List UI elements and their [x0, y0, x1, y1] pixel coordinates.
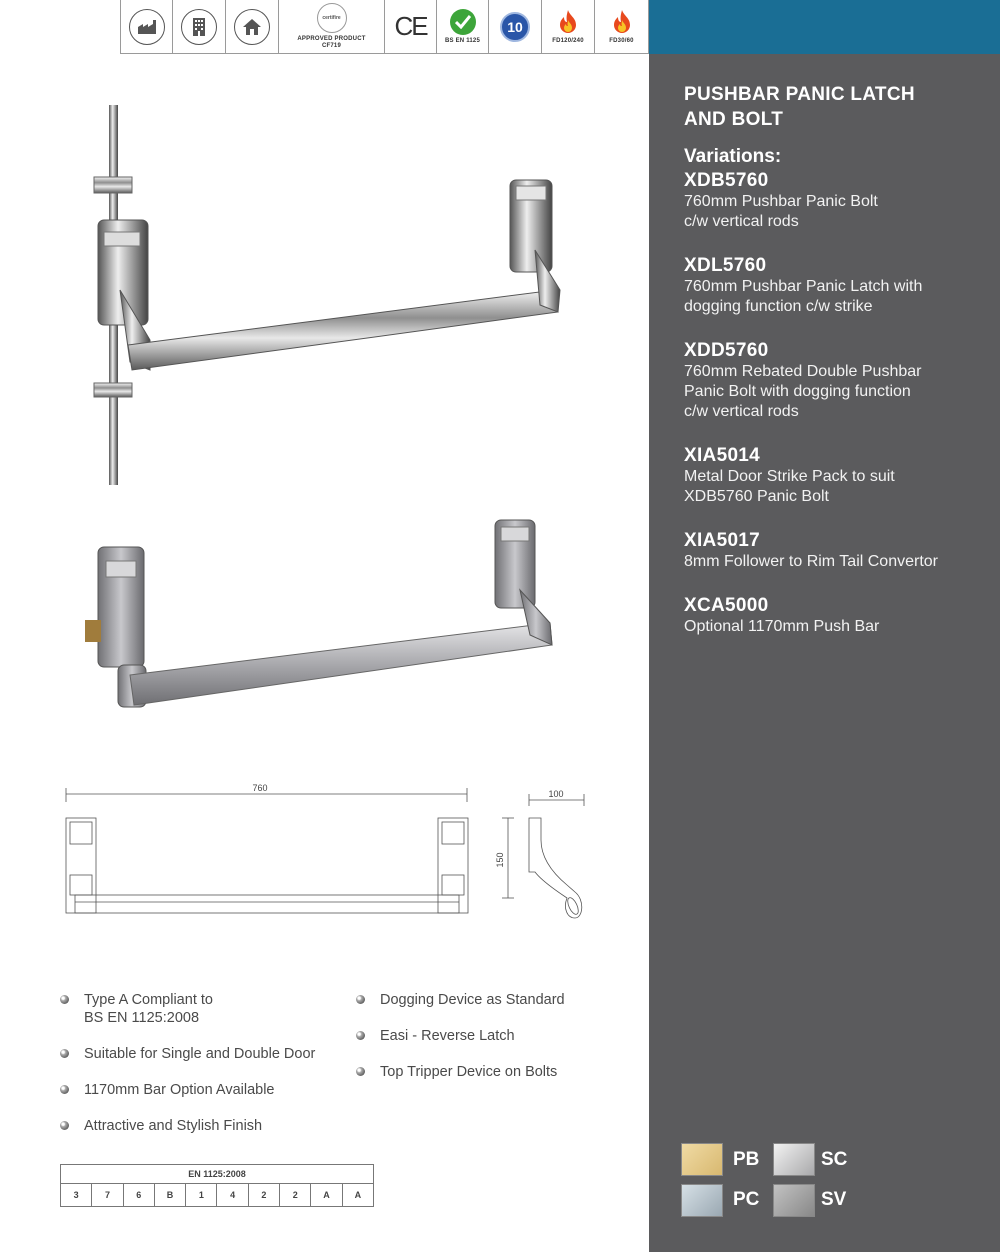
title-line-2: AND BOLT: [684, 109, 784, 130]
depth-dimension-label: 100: [548, 789, 564, 799]
bs-en-cert: [437, 0, 489, 53]
feature-top-tripper: Top Tripper Device on Bolts: [380, 1064, 558, 1080]
fire-icon: [557, 9, 579, 35]
height-dimension-label: 150: [495, 852, 505, 868]
certification-strip: [120, 0, 649, 54]
variation-code: XDD5760: [684, 340, 769, 361]
en-table-cell: 2: [249, 1184, 280, 1206]
finish-swatch-pc: [681, 1184, 723, 1217]
ce-cert: [385, 0, 437, 53]
product-photo-satin-panic-latch: [80, 515, 580, 715]
feature-reverse-latch: Easi - Reverse Latch: [380, 1028, 515, 1044]
finish-label-pc: PC: [733, 1189, 760, 1210]
finish-label-sv: SV: [821, 1189, 847, 1210]
certifire-logo-icon: [317, 3, 347, 33]
en-table-cell: 3: [61, 1184, 92, 1206]
bullet-icon: [356, 995, 365, 1004]
variation-code: XDL5760: [684, 255, 767, 276]
variation-desc: 760mm Rebated Double Pushbar: [684, 363, 922, 380]
bullet-icon: [60, 995, 69, 1004]
en-table-cell: 1: [186, 1184, 217, 1206]
finish-swatch-sc: [773, 1143, 815, 1176]
house-icon: [234, 9, 270, 45]
guarantee-cert: [489, 0, 542, 53]
finish-swatch-pb: [681, 1143, 723, 1176]
bullet-icon: [60, 1121, 69, 1130]
en-table-title: EN 1125:2008: [61, 1165, 373, 1184]
variation-xca5000: [684, 595, 994, 637]
feature-type-a: Type A Compliant to BS EN 1125:2008: [84, 992, 213, 1026]
fd30-cert: [595, 0, 648, 53]
en-table-row: [61, 1184, 373, 1206]
bullet-icon: [60, 1049, 69, 1058]
variation-code: XDB5760: [684, 170, 769, 191]
checkmark-icon: [450, 9, 476, 35]
factory-cert: [121, 0, 173, 53]
variations-heading: Variations:: [684, 146, 782, 167]
en-table-cell: A: [311, 1184, 342, 1206]
variation-xdl5760: [684, 255, 994, 317]
finish-label-sc: SC: [821, 1149, 848, 1170]
variation-code: XIA5014: [684, 445, 761, 466]
bullet-icon: [356, 1067, 365, 1076]
fd30-caption: FD30/60: [609, 37, 634, 44]
variation-desc: Panic Bolt with dogging function: [684, 383, 911, 400]
en-table-cell: 7: [92, 1184, 123, 1206]
office-cert: [173, 0, 226, 53]
specification-panel: [649, 54, 1000, 1252]
variation-xia5017: [684, 530, 994, 572]
variation-desc: Optional 1170mm Push Bar: [684, 618, 880, 635]
feature-finish: Attractive and Stylish Finish: [84, 1118, 263, 1134]
feature-dogging-device: Dogging Device as Standard: [380, 992, 565, 1008]
fire-icon: [611, 9, 633, 35]
certifire-cert: [279, 0, 385, 53]
width-dimension-label: 760: [252, 783, 268, 793]
certifire-caption-code: CF719: [321, 43, 341, 49]
en-1125-classification-table: [60, 1164, 374, 1207]
finish-swatch-sv: [773, 1184, 815, 1217]
variation-xia5014: [684, 445, 994, 507]
variation-desc: XDB5760 Panic Bolt: [684, 488, 829, 505]
en-table-cell: A: [354, 1190, 362, 1200]
bs-en-caption: BS EN 1125: [444, 37, 481, 44]
variation-code: XIA5017: [684, 530, 761, 551]
title-line-1: PUSHBAR PANIC LATCH: [684, 84, 915, 105]
certifire-logo-text: certifire: [322, 15, 341, 22]
variation-xdd5760: [684, 340, 994, 422]
bullet-icon: [356, 1031, 365, 1040]
accent-band: [649, 0, 1000, 54]
variation-code: XCA5000: [684, 595, 769, 616]
house-cert: [226, 0, 279, 53]
certifire-caption: APPROVED PRODUCT: [297, 36, 366, 43]
variation-xdb5760: [684, 170, 994, 232]
en-table-cell: 6: [124, 1184, 155, 1206]
variation-desc: 8mm Follower to Rim Tail Convertor: [684, 553, 938, 570]
variation-desc: c/w vertical rods: [684, 403, 799, 420]
bullet-icon: [60, 1085, 69, 1094]
product-photo-chrome-panic-bolt: [80, 100, 580, 490]
variation-desc: c/w vertical rods: [684, 213, 799, 230]
fd120-cert: [542, 0, 595, 53]
ten-year-guarantee-icon: 10: [500, 12, 530, 42]
office-building-icon: [181, 9, 217, 45]
variation-desc: 760mm Pushbar Panic Latch with: [684, 278, 923, 295]
ce-mark-icon: CE: [394, 11, 427, 41]
product-title: [684, 82, 915, 132]
variation-desc: 760mm Pushbar Panic Bolt: [684, 193, 878, 210]
en-table-cell: 4: [217, 1184, 248, 1206]
feature-bar-option: 1170mm Bar Option Available: [84, 1082, 275, 1098]
finish-label-pb: PB: [733, 1149, 760, 1170]
en-table-cell: B: [155, 1184, 186, 1206]
variation-desc: dogging function c/w strike: [684, 298, 873, 315]
en-table-cell: 2: [280, 1184, 311, 1206]
factory-icon: [129, 9, 165, 45]
technical-drawing: [55, 780, 615, 930]
fd120-caption: FD120/240: [552, 37, 584, 44]
feature-single-double-door: Suitable for Single and Double Door: [84, 1046, 316, 1062]
variation-desc: Metal Door Strike Pack to suit: [684, 468, 895, 485]
